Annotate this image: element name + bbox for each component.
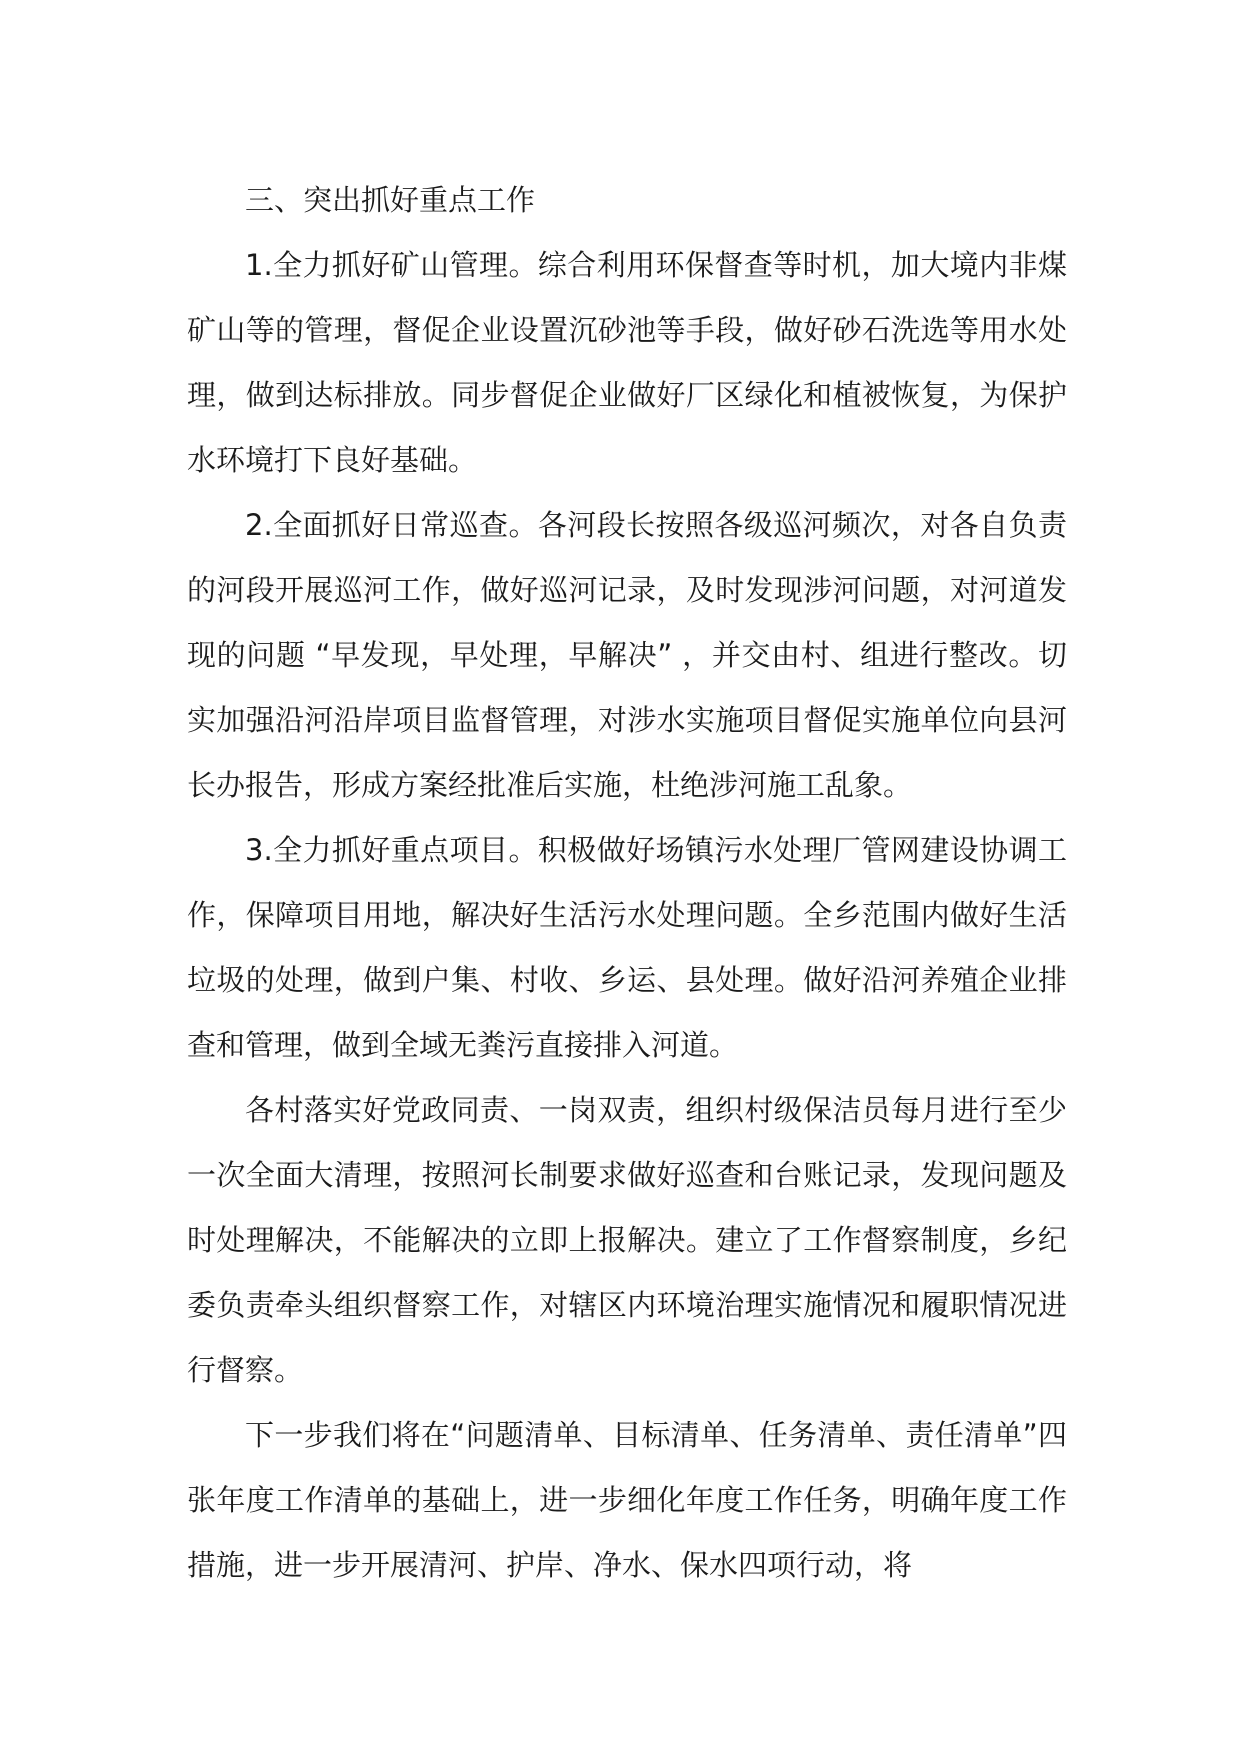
document-body — [187, 168, 1067, 1598]
paragraph-next-steps: 下一步我们将在“问题清单、目标清单、任务清单、责任清单”四张年度工作清单的基础上，进一步细化年度工作任务，明确年度工作措施，进一步开展清河、护岸、净水、保水四项行动，将 — [187, 1418, 1067, 1582]
paragraph-key-projects: 3.全力抓好重点项目。积极做好场镇污水处理厂管网建设协调工作，保障项目用地，解决好生活污水处理问题。全乡范围内做好生活垃圾的处理，做到户集、村收、乡运、县处理。做好沿河养殖企业排查和管理，做到全域无粪污直接排入河道。 — [187, 833, 1067, 1062]
section-heading: 三、突出抓好重点工作 — [245, 183, 536, 217]
paragraph-mine-management: 1.全力抓好矿山管理。综合利用环保督查等时机，加大境内非煤矿山等的管理，督促企业设置沉砂池等手段，做好砂石洗选等用水处理，做到达标排放。同步督促企业做好厂区绿化和植被恢复，为保护水环境打下良好基础。 — [187, 248, 1067, 477]
paragraph-village-responsibility: 各村落实好党政同责、一岗双责，组织村级保洁员每月进行至少一次全面大清理，按照河长制要求做好巡查和台账记录，发现问题及时处理解决，不能解决的立即上报解决。建立了工作督察制度，乡纪委负责牵头组织督察工作，对辖区内环境治理实施情况和履职情况进行督察。 — [187, 1093, 1067, 1387]
paragraph-daily-inspection: 2.全面抓好日常巡查。各河段长按照各级巡河频次，对各自负责的河段开展巡河工作，做好巡河记录，及时发现涉河问题，对河道发现的问题 “早发现，早处理，早解决” ，并交由村、组进行整改。切实加强沿河沿岸项目监督管理，对涉水实施项目督促实施单位向县河长办报告，形成方案经批准后实施，杜绝涉河施工乱象。 — [187, 508, 1067, 802]
